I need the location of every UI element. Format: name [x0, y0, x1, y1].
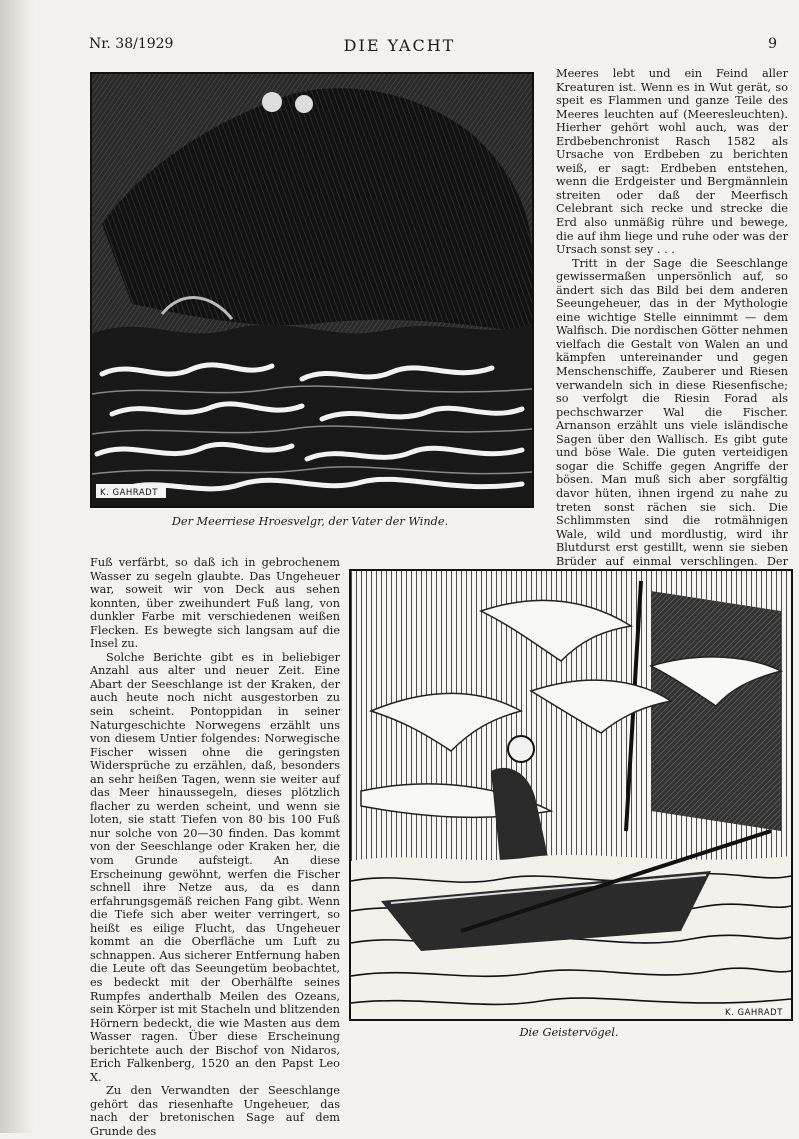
- ghost-birds-drawing: [351, 571, 791, 1019]
- sea-giant-drawing: [92, 74, 532, 506]
- artist-signature-bottom: K. GAHRADT: [725, 1008, 783, 1018]
- magazine-title: DIE YACHT: [343, 36, 456, 55]
- page-spine-shadow: [0, 0, 34, 1133]
- paragraph: Tritt in der Sage die Seeschlange gewissermaßen unpersönlich auf, so ändert sich das Bild bei dem anderen Seeungeheuer, das in der Mythologie eine wichtige Stelle einnimmt — dem Walfisch. Die nordischen Götter nehmen vielfach die Gestalt von Walen an und kämpfen untereinander und gegen Menschenschiffe, Zauberer und Riesen verwandeln sich in diese Riesenfische; so verfolgt die Riesin Forad als pechschwarzer Wal die Fischer. Arnanson erzählt uns viele isländische Sagen über den Wallisch. Es gibt gute und böse Wale. Die guten verteidigen sogar die Schiffe gegen Angriffe der bösen. Man muß sich aber sorgfältig davor hüten, ihnen irgend zu nahe zu treten sonst rächen sie sich. Die Schlimmsten sind die rotmähnigen Wale, wild und mordlustig, wird ihr Blutdurst erst gestillt, wenn sie sieben Brüder auf einmal verschlingen. Der: [556, 256, 788, 568]
- paragraph: Solche Berichte gibt es in beliebiger Anzahl aus alter und neuer Zeit. Eine Abart der Seeschlange ist der Kraken, der auch heute noch nicht ausgestorben zu sein scheint. Pontoppidan in seiner Naturgeschichte Norwegens erzählt uns von diesem Untier folgendes: Norwegische Fischer wissen ohne die geringsten Widersprüche zu erzählen, daß, besonders an sehr heißen Tagen, wenn sie weiter auf das Meer hinaussegeln, dieses plötzlich flacher zu werden scheint, und wenn sie loten, sie statt Tiefen von 80 bis 100 Fuß nur solche von 20—30 finden. Das kommt von der Seeschlange oder Kraken her, die vom Grunde aufsteigt. An diese Erscheinung gewöhnt, werfen die Fischer schnell ihre Netze aus, da es dann erfahrungsgemäß reichen Fang gibt. Wenn die Tiefe sich aber weiter verringert, so heißt es eilige Flucht, das Ungeheuer kommt an die Oberfläche um Luft zu schnappen. Aus sicherer Entfernung haben die Leute oft das Seeungetüm beobachtet, es bedeckt mit der Oberhälfte seines Rumpfes anderthalb Meilen des Ozeans, sein Körper ist mit Stacheln und blitzenden Hörnern bedeckt, die wie Masten aus dem Wasser ragen. Über diese Erscheinung berichtete auch der Bischof von Nidaros, Erich Falkenberg, 1520 an den Papst Leo X.: [90, 650, 340, 1084]
- artist-signature-top: K. GAHRADT: [100, 488, 158, 498]
- illustration-sea-giant: [90, 72, 534, 508]
- page-number: 9: [768, 36, 777, 52]
- paragraph: Zu den Verwandten der Seeschlange gehört das riesenhafte Ungeheuer, das nach der bretonischen Sage auf dem Grunde des: [90, 1084, 340, 1138]
- caption-top: Der Meerriese Hroesvelgr, der Vater der Winde.: [171, 515, 449, 528]
- issue-number: Nr. 38/1929: [89, 36, 174, 52]
- caption-bottom: Die Geistervögel.: [519, 1026, 619, 1039]
- paragraph: Meeres lebt und ein Feind aller Kreaturen ist. Wenn es in Wut gerät, so speit es Flammen und ganze Teile des Meeres leuchten auf (Meeresleuchten). Hierher gehört wohl auch, was der Erdbebenchronist Rasch 1582 als Ursache von Erdbeben zu berichten weiß, er sagt: Erdbeben entstehen, wenn die Erdgeister und Bergmännlein streiten oder daß der Meerfisch Celebrant sich recke und strecke die Erd also unmäßig rühre und bewege, die auf ihm liege und ruhe oder was der Ursach sonst sey . . .: [556, 67, 788, 257]
- paragraph: Fuß verfärbt, so daß ich in gebrochenem Wasser zu segeln glaubte. Das Ungeheuer war, soweit wir von Deck aus sehen konnten, über zweihundert Fuß lang, von dunkler Farbe mit verschiedenen weißen Flecken. Es bewegte sich langsam auf die Insel zu.: [90, 556, 340, 651]
- illustration-ghost-birds: [349, 569, 793, 1021]
- text-column-left: [90, 556, 340, 1138]
- text-column-right: [556, 67, 788, 568]
